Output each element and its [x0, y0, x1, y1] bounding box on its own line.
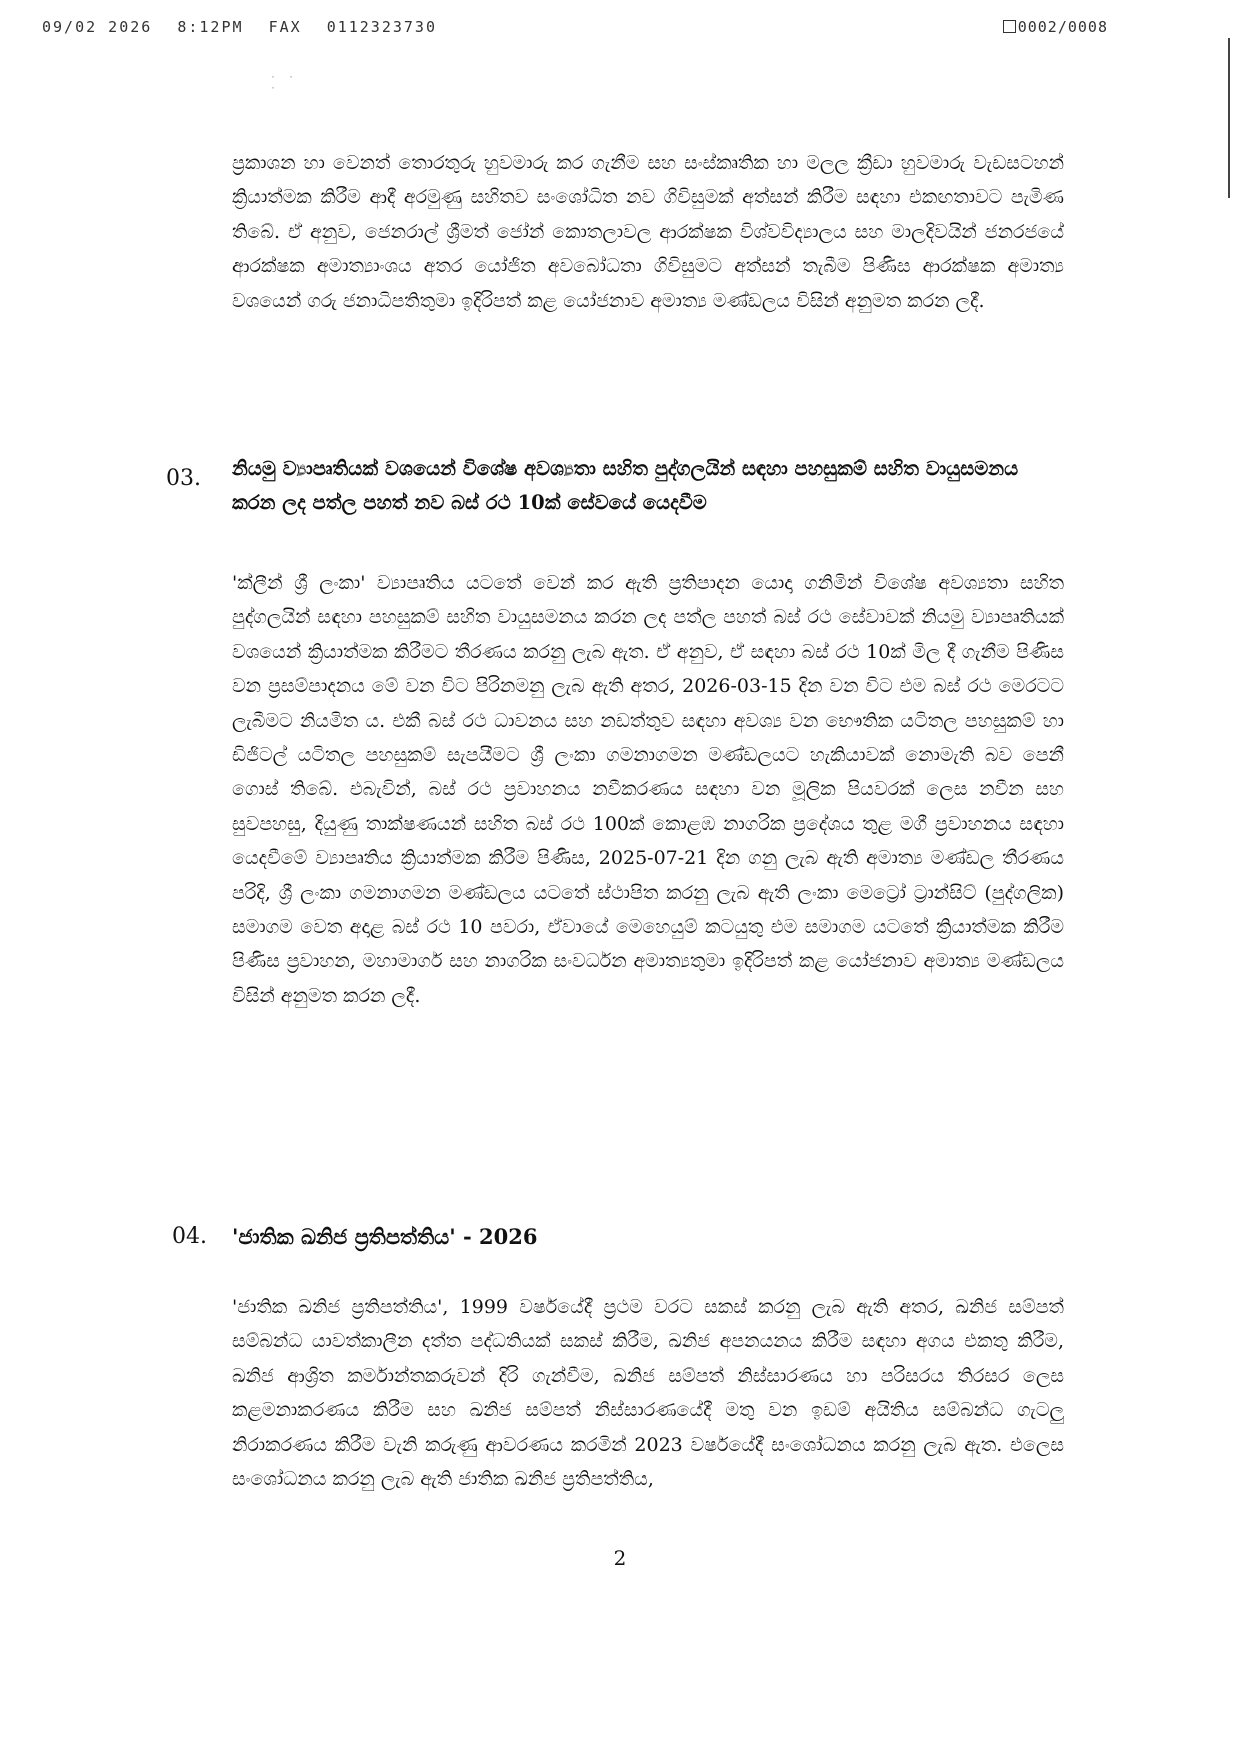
fax-time: 8:12PM: [177, 18, 244, 36]
fax-page-counter: [1003, 18, 1108, 36]
scan-edge-line: [1228, 38, 1230, 198]
section-03-number: 03.: [166, 466, 201, 491]
intro-paragraph: ප්‍රකාශන හා වෙනත් තොරතුරු හුවමාරු කර ගැනීම සහ සංස්කෘතික හා මලල ක්‍රීඩා හුවමාරු වැඩසටහන් ක්‍රියාත්මක කිරීම ආදී අරමුණු සහිතව සංශෝධිත නව ගිවිසුමක් අත්සන් කිරීම සඳහා එකඟතාවට පැමිණ තිබේ. ඒ අනුව, ජෙනරාල් ශ්‍රීමත් ජෝන් කොතලාවල ආරක්ෂක විශ්වවිද්‍යාලය සහ මාලදිවයින් ජනරජයේ ආරක්ෂක අමාත්‍යාංශය අතර යෝජිත අවබෝධතා ගිවිසුමට අත්සන් තැබීම පිණිස ආරක්ෂක අමාත්‍ය වශයෙන් ගරු ජනාධිපතිතුමා ඉදිරිපත් කළ යෝජනාව අමාත්‍ය මණ්ඩලය විසින් අනුමත කරන ලදී.: [232, 152, 1064, 312]
section-03-body: 'ක්ලීන් ශ්‍රී ලංකා' ව්‍යාපෘතිය යටතේ වෙන් කර ඇති ප්‍රතිපාදන යොදා ගනිමින් විශේෂ අවශ්‍යතා සහිත පුද්ගලයින් සඳහා පහසුකම් සහිත වායුසමනය කරන ලද පත්ල පහත් බස් රථ සේවාවක් නියමු ව්‍යාපෘතියක් වශයෙන් ක්‍රියාත්මක කිරීමට තීරණය කරනු ලැබ ඇත. ඒ අනුව, ඒ සඳහා බස් රථ 10ක් මිල දී ගැනීම පිණිස වන ප්‍රසම්පාදනය මේ වන විට පිරිනමනු ලැබ ඇති අතර, 2026-03-15 දින වන විට එම බස් රථ මෙරටට ලැබීමට නියමිත ය. එකී බස් රථ ධාවනය සහ නඩත්තුව සඳහා අවශ්‍ය වන භෞතික යටිතල පහසුකම් හා ඩිජිටල් යටිතල පහසුකම් සැපයීමට ශ්‍රී ලංකා ගමනාගමන මණ්ඩලයට හැකියාවක් නොමැති බව පෙනී ගොස් තිබේ. එබැවින්, බස් රථ ප්‍රවාහනය නවීකරණය සඳහා වන මූලික පියවරක් ලෙස නවීන සහ සුවපහසු, දියුණු තාක්ෂණයන් සහිත බස් රථ 100ක් කොළඹ නාගරික ප්‍රදේශය තුළ මගී ප්‍රවාහනය සඳහා යෙදවීමේ ව්‍යාපෘතිය ක්‍රියාත්මක කිරීම පිණිස, 2025-07-21 දින ගනු ලැබ ඇති අමාත්‍ය මණ්ඩල තීරණය පරිදි, ශ්‍රී ලංකා ගමනාගමන මණ්ඩලය යටතේ ස්ථාපිත කරනු ලැබ ඇති ලංකා මෙට්‍රෝ ට්‍රාන්සිට් (පුද්ගලික) සමාගම වෙත අදාළ බස් රථ 10 පවරා, ඒවායේ මෙහෙයුම් කටයුතු එම සමාගම යටතේ ක්‍රියාත්මක කිරීම පිණිස ප්‍රවාහන, මහාමාර්ග සහ නාගරික සංවර්ධන අමාත්‍යතුමා ඉදිරිපත් කළ යෝජනාව අමාත්‍ය මණ්ඩලය විසින් අනුමත කරන ලදී.: [232, 572, 1064, 1007]
fax-date: 09/02 2026: [42, 18, 153, 36]
scan-specks: · · ·: [270, 72, 295, 94]
page-number: 2: [613, 1546, 627, 1570]
section-04-body: 'ජාතික ඛනිජ ප්‍රතිපත්තිය', 1999 වර්ෂයේදී ප්‍රථම වරට සකස් කරනු ලැබ ඇති අතර, ඛනිජ සම්පත් සම්බන්ධ යාවත්කාලීන දත්ත පද්ධතියක් සකස් කිරීම, ඛනිජ අපනයනය කිරීම සඳහා අගය එකතු කිරීම, ඛනිජ ආශ්‍රිත කර්මාන්තකරුවන් දිරි ගැන්වීම, ඛනිජ සම්පත් නිස්සාරණය හා පරිසරය තිරසර ලෙස කළමනාකරණය කිරීම සහ ඛනිජ සම්පත් නිස්සාරණයේදී මතු වන ඉඩම් අයිතිය සම්බන්ධ ගැටලු නිරාකරණය කිරීම වැනි කරුණු ආවරණය කරමින් 2023 වර්ෂයේදී සංශෝධනය කරනු ලැබ ඇත. එලෙස සංශෝධනය කරනු ලැබ ඇති ජාතික ඛනිජ ප්‍රතිපත්තිය,: [232, 1296, 1064, 1491]
section-04-title: 'ජාතික ඛනිජ ප්‍රතිපත්තිය' - 2026: [232, 1224, 538, 1249]
fax-label: FAX: [268, 18, 302, 36]
checkbox-icon: [1003, 20, 1016, 33]
fax-number: 0112323730: [326, 18, 437, 36]
section-03-title: නියමු ව්‍යාපෘතියක් වශයෙන් විශේෂ අවශ්‍යතා සහිත පුද්ගලයින් සඳහා පහසුකම් සහිත වායුසමනය කරන ලද පත්ල පහත් නව බස් රථ 10ක් සේවයේ යෙදවීම: [232, 457, 1019, 514]
fax-header: [42, 18, 451, 36]
fax-page-counter-text: 0002/0008: [1017, 18, 1108, 36]
section-04-number: 04.: [172, 1224, 207, 1249]
